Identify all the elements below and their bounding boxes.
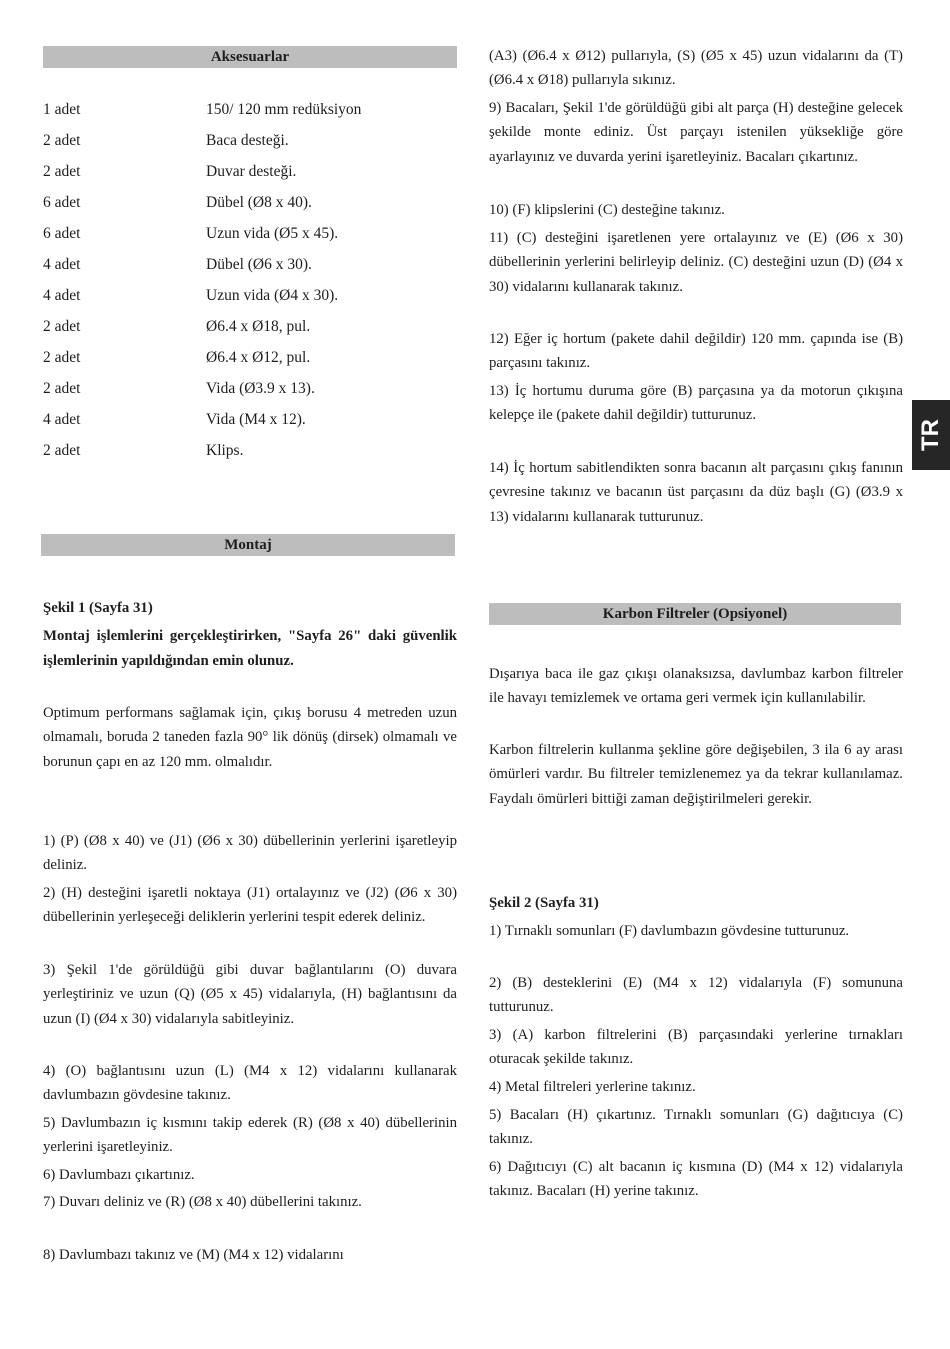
item-desc: Vida (Ø3.9 x 13). <box>206 380 315 397</box>
language-tab-label: TR <box>917 419 944 451</box>
step-13: 13) İç hortumu duruma göre (B) parçasına ya da motorun çıkışına kelepçe ile (pakete dahil değildir) tutturunuz. <box>489 383 903 424</box>
step-12: 12) Eğer iç hortum (pakete dahil değildir) 120 mm. çapında ise (B) parçasını takınız. <box>489 331 903 372</box>
carbon-step-5: 5) Bacaları (H) çıkartınız. Tırnaklı somunları (G) dağıtıcıya (C) takınız. <box>489 1107 903 1148</box>
carbon-paragraph-1: Dışarıya baca ile gaz çıkışı olanaksızsa, davlumbaz karbon filtreler ile havayı temizlemek ve ortama geri vermek için kullanılabilir. <box>489 666 903 707</box>
carbon-step-4: 4) Metal filtreleri yerlerine takınız. <box>489 1079 696 1095</box>
step-11: 11) (C) desteğini işaretlenen yere ortalayınız ve (E) (Ø6 x 30) dübellerinin yerlerini belirleyip deliniz. (C) desteğini uzun (D) (Ø4 x 30) vidalarını kullanarak takınız. <box>489 230 903 295</box>
item-desc: Vida (M4 x 12). <box>206 411 306 428</box>
item-desc: Baca desteği. <box>206 132 289 149</box>
item-qty: 6 adet <box>43 194 81 211</box>
safety-warning: Montaj işlemlerini gerçekleştirirken, "Sayfa 26" daki güvenlik işlemlerinin yapıldığından emin olunuz. <box>43 628 457 669</box>
step-9: 9) Bacaları, Şekil 1'de görüldüğü gibi alt parça (H) desteğine gelecek şekilde monte ediniz. Üst parçayı istenilen yüksekliğe göre ayarlayınız ve duvarda yerini işaretleyiniz. Bacaları çıkartınız. <box>489 100 903 165</box>
step-4: 4) (O) bağlantısını uzun (L) (M4 x 12) vidalarını kullanarak davlumbazın gövdesine takınız. <box>43 1063 457 1104</box>
item-qty: 2 adet <box>43 442 81 459</box>
item-desc: Dübel (Ø6 x 30). <box>206 256 312 273</box>
step-6: 6) Davlumbazı çıkartınız. <box>43 1167 195 1183</box>
step-5: 5) Davlumbazın iç kısmını takip ederek (R) (Ø8 x 40) dübellerinin yerlerini işaretleyiniz. <box>43 1115 457 1156</box>
item-qty: 6 adet <box>43 225 81 242</box>
carbon-step-6: 6) Dağıtıcıyı (C) alt bacanın iç kısmına (D) (M4 x 12) vidalarıyla takınız. Bacaları (H) yerine takınız. <box>489 1159 903 1200</box>
step-7: 7) Duvarı deliniz ve (R) (Ø8 x 40) dübellerini takınız. <box>43 1194 362 1210</box>
step-8: 8) Davlumbazı takınız ve (M) (M4 x 12) vidalarını <box>43 1247 344 1263</box>
item-desc: Ø6.4 x Ø12, pul. <box>206 349 311 366</box>
item-qty: 4 adet <box>43 256 81 273</box>
step-14: 14) İç hortum sabitlendikten sonra bacanın alt parçasını çıkış fanının çevresine takınız ve bacanın üst parçasını da düz başlı (G) (Ø3.9 x 13) vidalarını kullanarak tutturunuz. <box>489 460 903 525</box>
carbon-paragraph-2: Karbon filtrelerin kullanma şekline göre değişebilen, 3 ila 6 ay arası ömürleri vardır. Bu filtreler temizlenemez ya da tekrar kullanılamaz. Faydalı ömürleri bittiği zaman değiştirilmeleri gerekir. <box>489 742 903 807</box>
item-desc: Uzun vida (Ø4 x 30). <box>206 287 339 304</box>
carbon-step-2: 2) (B) desteklerini (E) (M4 x 12) vidalarıyla (F) somununa tutturunuz. <box>489 975 903 1016</box>
step-1: 1) (P) (Ø8 x 40) ve (J1) (Ø6 x 30) dübellerinin yerlerini işaretleyip deliniz. <box>43 833 457 874</box>
item-desc: Ø6.4 x Ø18, pul. <box>206 318 311 335</box>
item-desc: 150/ 120 mm redüksiyon <box>206 101 362 118</box>
intro-paragraph: Optimum performans sağlamak için, çıkış borusu 4 metreden uzun olmamalı, boruda 2 taneden fazla 90° lik dönüş (dirsek) olmamalı ve borunun çapı en az 120 mm. olmalıdır. <box>43 705 457 770</box>
item-qty: 2 adet <box>43 349 81 366</box>
item-qty: 4 adet <box>43 411 81 428</box>
item-qty: 2 adet <box>43 132 81 149</box>
item-qty: 2 adet <box>43 163 81 180</box>
item-desc: Klips. <box>206 442 244 459</box>
item-qty: 2 adet <box>43 380 81 397</box>
figure-2-reference: Şekil 2 (Sayfa 31) <box>489 895 599 911</box>
montaj-heading: Montaj <box>41 534 455 556</box>
accessories-heading: Aksesuarlar <box>43 46 457 68</box>
item-desc: Duvar desteği. <box>206 163 297 180</box>
item-desc: Dübel (Ø8 x 40). <box>206 194 312 211</box>
step-10: 10) (F) klipslerini (C) desteğine takınız. <box>489 202 725 218</box>
step-2: 2) (H) desteğini işaretli noktaya (J1) ortalayınız ve (J2) (Ø6 x 30) dübellerinin yerleşeceği deliklerin yerlerini tespit ederek deliniz. <box>43 885 457 926</box>
language-tab <box>912 400 950 470</box>
item-qty: 4 adet <box>43 287 81 304</box>
item-qty: 1 adet <box>43 101 81 118</box>
step-8-continued: (A3) (Ø6.4 x Ø12) pullarıyla, (S) (Ø5 x 45) uzun vidalarını da (T) (Ø6.4 x Ø18) pullarıyla sıkınız. <box>489 48 903 89</box>
step-3: 3) Şekil 1'de görüldüğü gibi duvar bağlantılarını (O) duvara yerleştiriniz ve uzun (Q) (Ø5 x 45) vidalarıyla, (H) bağlantısını da uzun (I) (Ø4 x 30) vidalarıyla sabitleyiniz. <box>43 962 457 1027</box>
carbon-step-3: 3) (A) karbon filtrelerini (B) parçasındaki yerlerine tırnakları oturacak şekilde takınız. <box>489 1027 903 1068</box>
carbon-filter-heading: Karbon Filtreler (Opsiyonel) <box>489 603 901 625</box>
carbon-step-1: 1) Tırnaklı somunları (F) davlumbazın gövdesine tutturunuz. <box>489 923 850 939</box>
item-qty: 2 adet <box>43 318 81 335</box>
item-desc: Uzun vida (Ø5 x 45). <box>206 225 339 242</box>
figure-reference: Şekil 1 (Sayfa 31) <box>43 600 153 616</box>
